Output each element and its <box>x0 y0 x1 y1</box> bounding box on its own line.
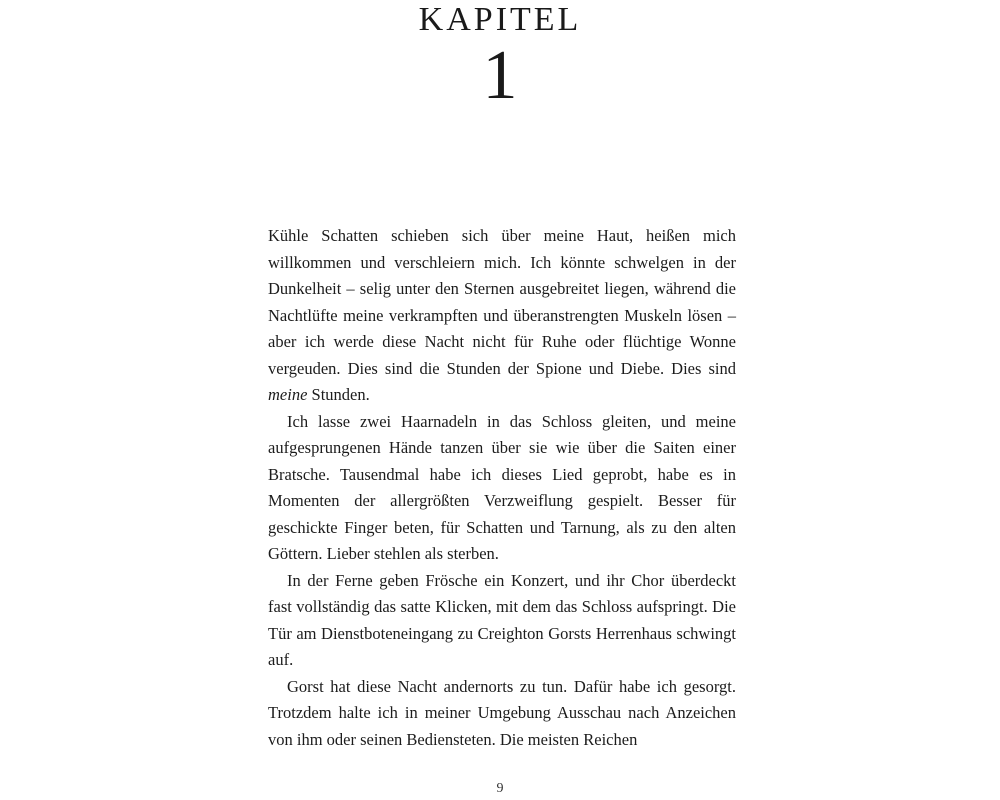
paragraph-3: In der Ferne geben Frösche ein Konzert, und ihr Chor überdeckt fast vollständig das satte Klicken, mit dem das Schloss aufspringt. Die Tür am Dienstboteneingang zu Creighton Gorsts Herrenhaus schwingt auf. <box>268 570 736 669</box>
emphasis-word: meine <box>268 385 308 404</box>
paragraph-1-text: Kühle Schatten schieben sich über meine Haut, heißen mich willkommen und verschleiern mich. Ich könnte schwelgen in der Dunkelheit – selig unter den Sternen ausgebreitet liegen, während die Nachtlüfte meine verkrampften und überanstrengten Muskeln lösen – aber ich werde diese Nacht nicht für Ruhe oder flüchtige Wonne vergeuden. Dies sind die Stunden der Spione und Diebe. Dies sind <box>268 226 736 378</box>
paragraph-2: Ich lasse zwei Haarnadeln in das Schloss gleiten, und meine aufgesprungenen Hände tanzen über sie wie über die Saiten einer Bratsche. Tausendmal habe ich dieses Lied geprobt, habe es in Momenten der allergrößten Verzweiflung gespielt. Besser für geschickte Finger beten, für Schatten und Tarnung, als zu den alten Göttern. Lieber stehlen als sterben. <box>268 411 736 563</box>
paragraph-1 <box>268 223 736 409</box>
paragraph-4: Gorst hat diese Nacht andernorts zu tun. Dafür habe ich gesorgt. Trotzdem halte ich in meiner Umgebung Ausschau nach Anzeichen von ihm oder seinen Bediensteten. Die meisten Reichen <box>268 676 736 749</box>
paragraph-1-ending: Stunden. <box>307 385 370 404</box>
page-number: 9 <box>496 781 504 796</box>
chapter-body <box>268 223 736 753</box>
chapter-heading: KAPITEL <box>418 1 582 38</box>
chapter-number: 1 <box>482 37 518 114</box>
